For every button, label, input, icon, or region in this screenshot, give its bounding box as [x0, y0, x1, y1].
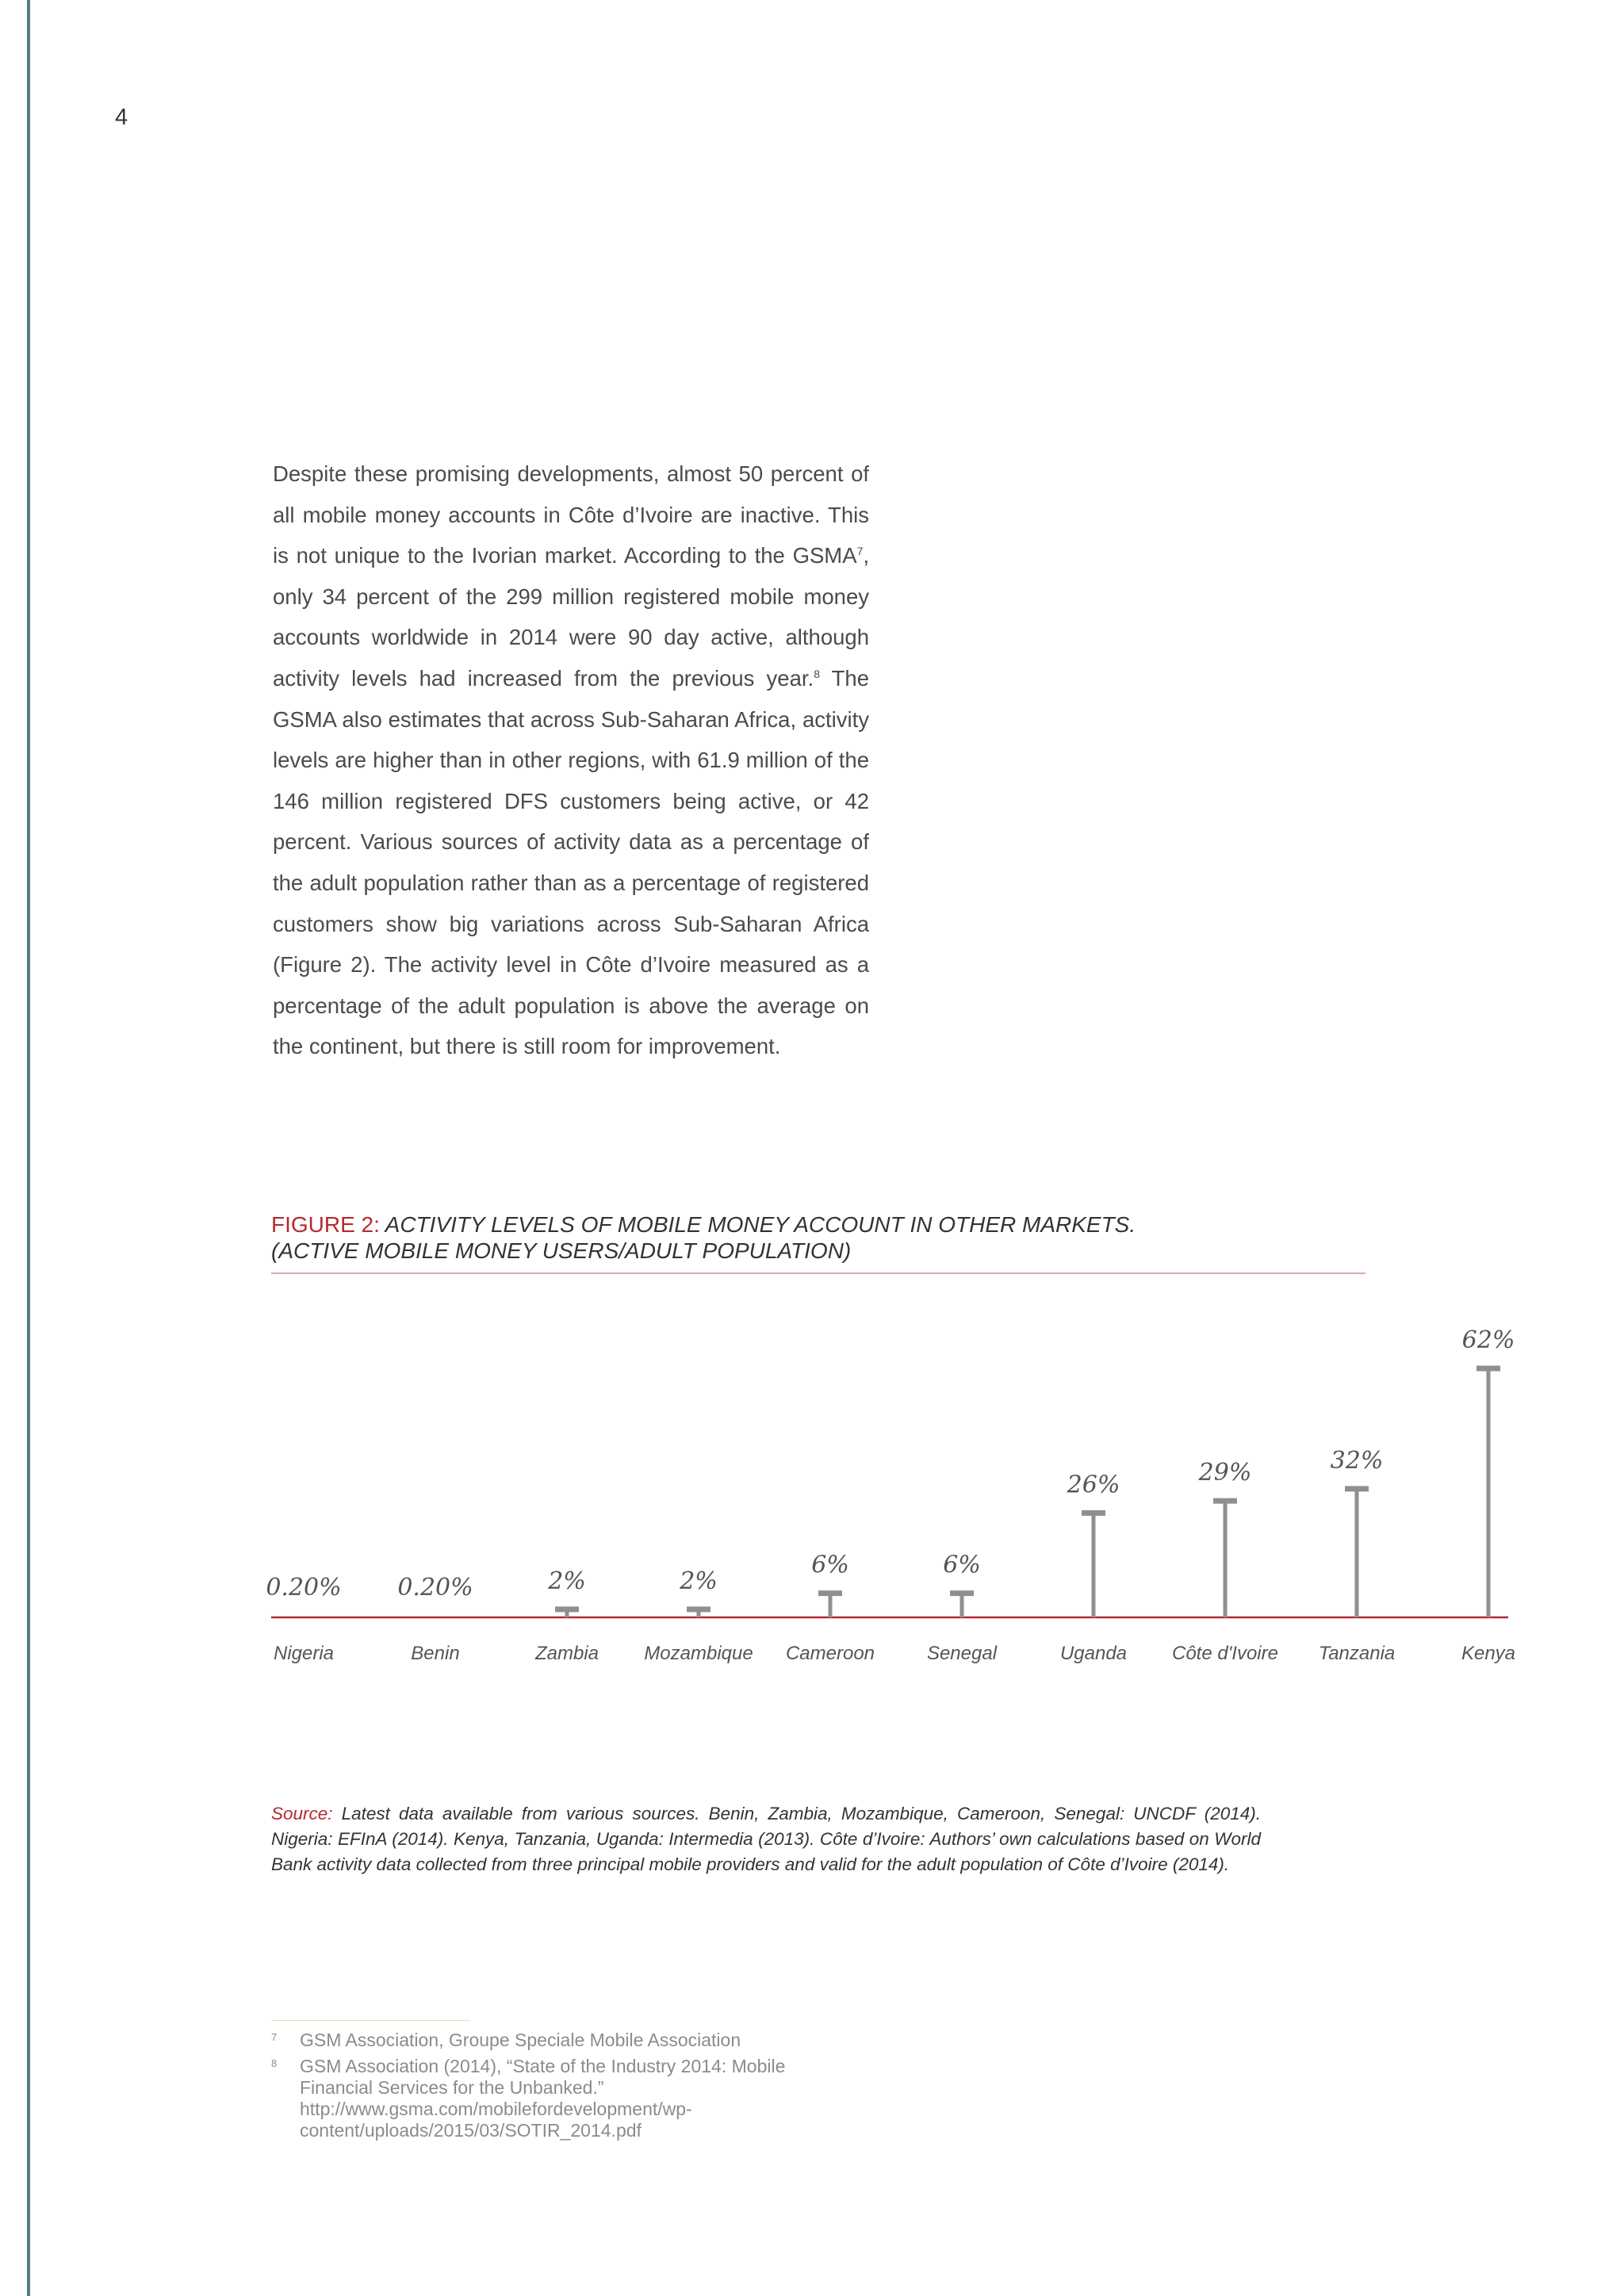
data-label-5: 6% — [943, 1551, 981, 1579]
tick-label-0: Nigeria — [273, 1643, 335, 1664]
figure-title-text: ACTIVITY LEVELS OF MOBILE MONEY ACCOUNT IN OTHER MARKETS. — [379, 1212, 1136, 1237]
footnote-7 — [271, 2030, 858, 2051]
body-text-part-1: Despite these promising developments, almost 50 percent of all mobile money accounts in Côte d’Ivoire are inactive. This is not unique to the Ivorian market. According to the GSMA — [273, 461, 869, 568]
footnote-text: GSM Association, Groupe Speciale Mobile Association — [300, 2030, 741, 2050]
figure-subtitle: (ACTIVE MOBILE MONEY USERS/ADULT POPULATION) — [271, 1238, 852, 1263]
body-paragraph — [273, 453, 869, 1067]
data-label-4: 6% — [811, 1551, 849, 1579]
footnote-ref-7[interactable]: 7 — [856, 545, 864, 558]
body-text-part-3: The GSMA also estimates that across Sub-Saharan Africa, activity levels are higher than in other regions, with 61.9 million of the 146 million registered DFS customers being active, or 42 percent. Various sources of activity data as a percentage of the adult population rather than as a percentage of registered customers show big variations across Sub-Saharan Africa (Figure 2). The activity level in Côte d’Ivoire measured as a percentage of the adult population is above the average on the continent, but there is still room for improvement. — [273, 665, 870, 1059]
data-label-0: 0.20% — [266, 1574, 342, 1601]
data-label-9: 62% — [1461, 1326, 1515, 1354]
data-label-6: 26% — [1067, 1471, 1120, 1499]
data-label-7: 29% — [1198, 1459, 1252, 1487]
footnote-ref-8[interactable]: 8 — [814, 667, 820, 680]
tick-label-8: Tanzania — [1318, 1643, 1396, 1664]
margin-rule — [27, 0, 30, 2296]
tick-label-7: Côte d'Ivoire — [1172, 1643, 1278, 1664]
tick-label-3: Mozambique — [644, 1643, 753, 1664]
figure-label: FIGURE 2: — [271, 1212, 380, 1237]
footnote-rule — [271, 2020, 469, 2021]
tick-label-2: Zambia — [534, 1643, 599, 1664]
source-label: Source: — [271, 1804, 333, 1823]
footnote-text[interactable]: GSM Association (2014), “State of the Industry 2014: Mobile Financial Services for the Unbanked.” http://www.gsma.com/mobilefordevelopment/wp-content/uploads/2015/03/SOTIR_2014.pdf — [300, 2056, 786, 2141]
figure-title-rule — [271, 1272, 1365, 1274]
tick-label-5: Senegal — [926, 1643, 998, 1664]
data-label-3: 2% — [680, 1567, 718, 1595]
footnotes — [271, 2030, 858, 2146]
tick-label-9: Kenya — [1461, 1643, 1516, 1664]
source-text: Latest data available from various sources. Benin, Zambia, Mozambique, Cameroon, Senegal: UNCDF (2014). Nigeria: EFInA (2014). Kenya, Tanzania, Uganda: Intermedia (2013). Côte d’Ivoire: Authors’ own calculations based on World Bank activity data collected from three principal mobile providers and valid for the adult population of Côte d’Ivoire (2014). — [271, 1804, 1261, 1874]
footnote-number: 7 — [271, 2031, 278, 2043]
data-label-8: 32% — [1330, 1446, 1384, 1475]
figure-title — [271, 1211, 1365, 1264]
tick-label-6: Uganda — [1059, 1643, 1128, 1664]
data-label-1: 0.20% — [397, 1574, 473, 1601]
tick-label-4: Cameroon — [785, 1643, 875, 1664]
tick-label-1: Benin — [411, 1643, 460, 1664]
source-note — [271, 1801, 1261, 1877]
footnote-number: 8 — [271, 2057, 278, 2069]
body-text-part-2: , only 34 percent of the 299 million registered mobile money accounts worldwide in 2014 were 90 day active, although activity levels had increased from the previous year. — [273, 543, 869, 691]
page-number: 4 — [115, 105, 128, 130]
footnote-8 — [271, 2056, 858, 2141]
figure-title-line-1 — [271, 1211, 1365, 1238]
data-label-2: 2% — [548, 1567, 586, 1595]
